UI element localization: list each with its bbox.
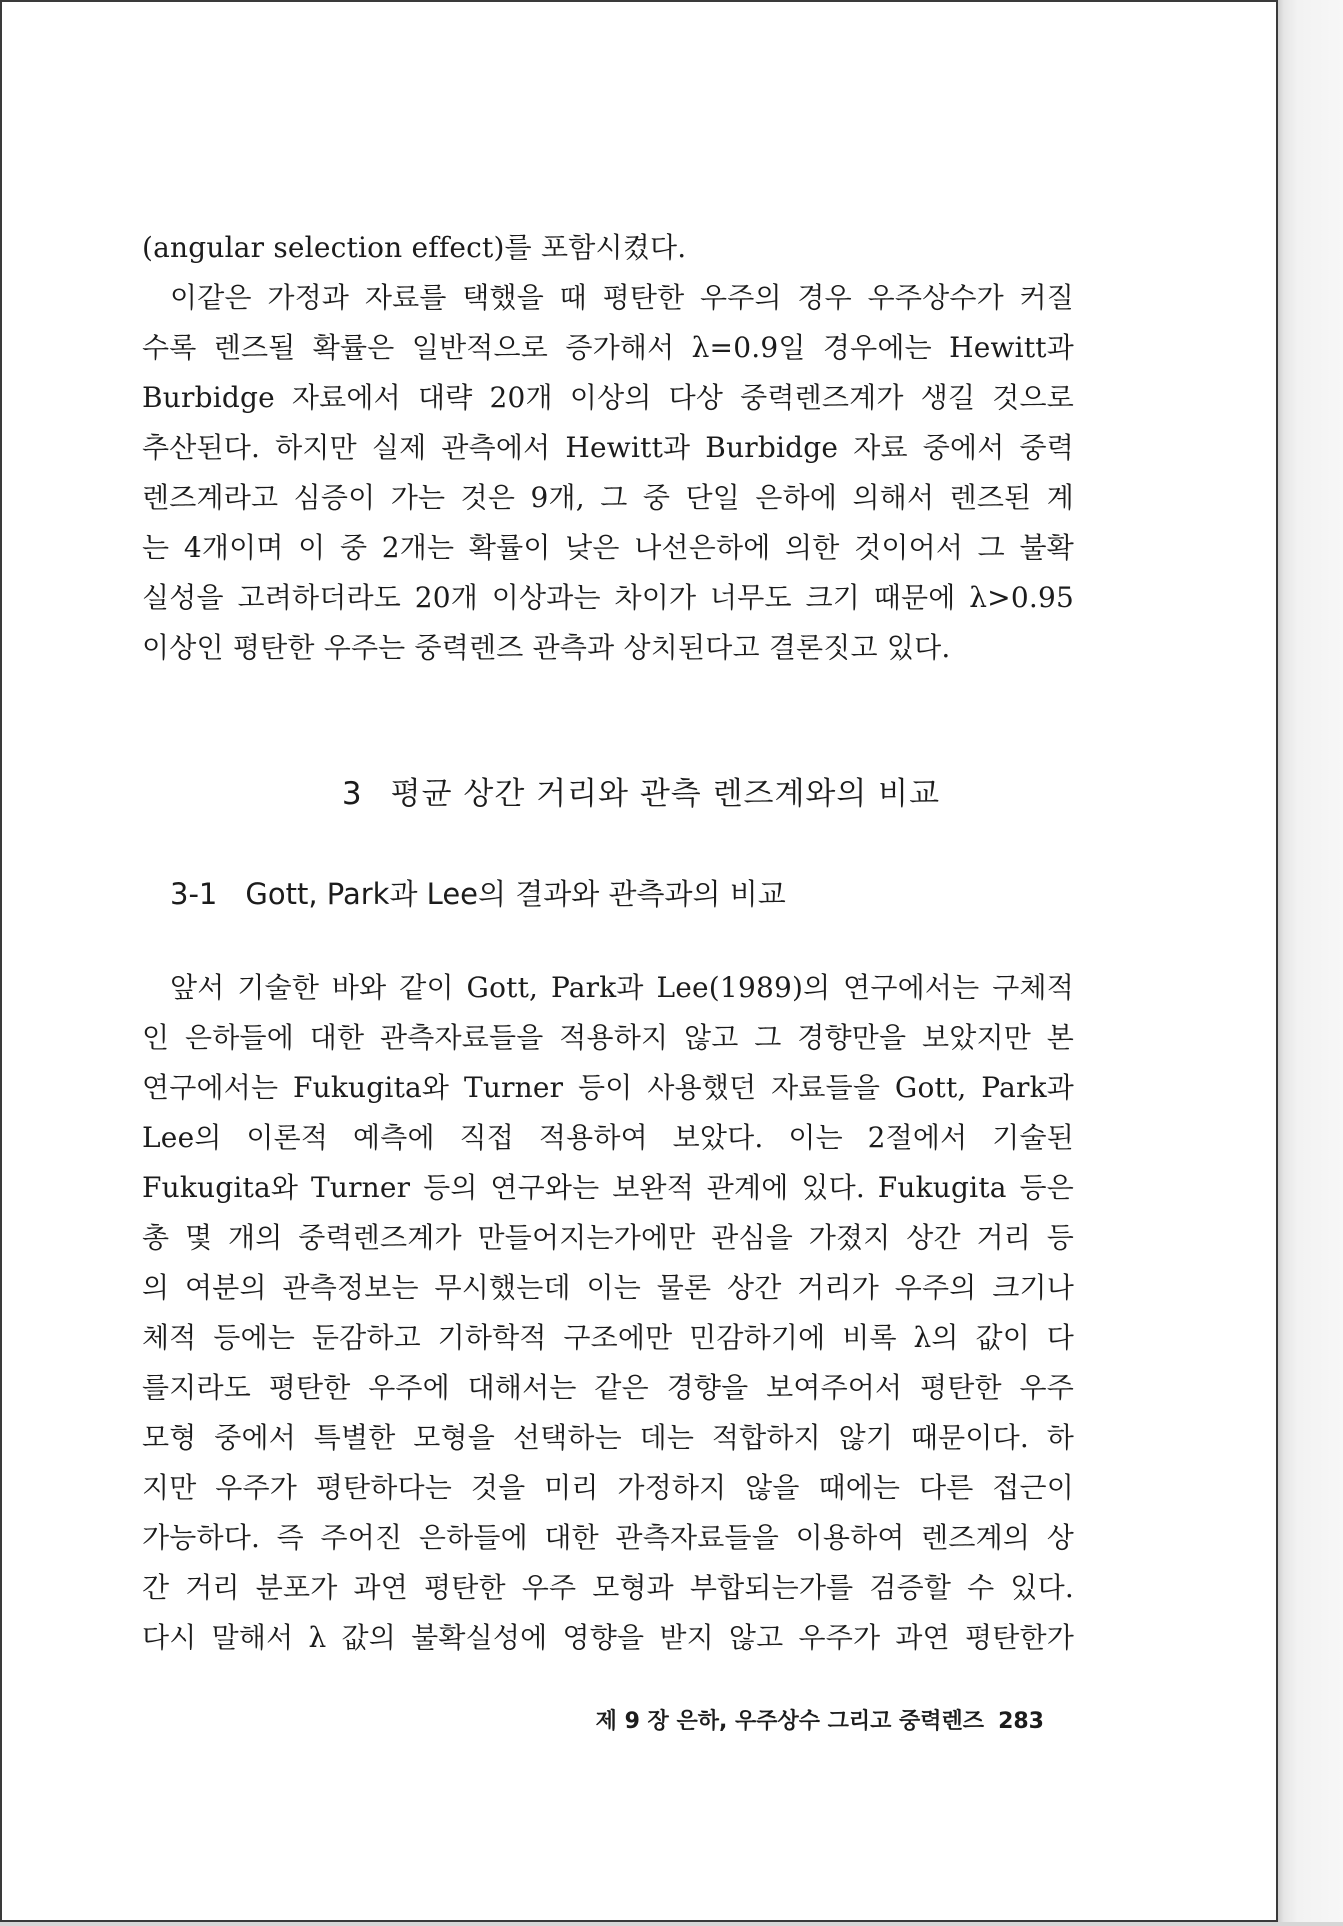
text-line: Lee의 이론적 예측에 직접 적용하여 보았다. 이는 2절에서 기술된 (142, 1121, 1074, 1154)
section-number: 3 (341, 776, 363, 812)
page-footer (596, 1704, 1044, 1735)
text-line: 의 여분의 관측정보는 무시했는데 이는 물론 상간 거리가 우주의 크기나 (142, 1271, 1074, 1304)
text-line: 실성을 고려하더라도 20개 이상과는 차이가 너무도 크기 때문에 λ>0.95 (142, 581, 1074, 614)
text-line: 연구에서는 Fukugita와 Turner 등이 사용했던 자료들을 Gott, Park과 (142, 1071, 1074, 1104)
subsection-number: 3-1 (170, 877, 218, 911)
page-shadow-bottom (0, 1922, 1343, 1926)
subsection-title-text: Gott, Park과 Lee의 결과와 관측과의 비교 (245, 877, 786, 911)
text-line: 이상인 평탄한 우주는 중력렌즈 관측과 상치된다고 결론짓고 있다. (142, 631, 951, 664)
text-line: 는 4개이며 이 중 2개는 확률이 낮은 나선은하에 의한 것이어서 그 불확 (142, 531, 1074, 564)
page-shadow (1278, 0, 1343, 1926)
text-line: Burbidge 자료에서 대략 20개 이상의 다상 중력렌즈계가 생길 것으로 (142, 381, 1074, 414)
section-title-text: 평균 상간 거리와 관측 렌즈계와의 비교 (390, 776, 941, 812)
text-line: 이같은 가정과 자료를 택했을 때 평탄한 우주의 경우 우주상수가 커질 (170, 281, 1074, 314)
text-line: 총 몇 개의 중력렌즈계가 만들어지는가에만 관심을 가졌지 상간 거리 등 (142, 1221, 1074, 1254)
text-line: 다시 말해서 λ 값의 불확실성에 영향을 받지 않고 우주가 과연 평탄한가 (142, 1621, 1074, 1654)
text-line: 간 거리 분포가 과연 평탄한 우주 모형과 부합되는가를 검증할 수 있다. (142, 1571, 1074, 1604)
text-line: Fukugita와 Turner 등의 연구와는 보완적 관계에 있다. Fukugita 등은 (142, 1171, 1074, 1204)
text-line: 추산된다. 하지만 실제 관측에서 Hewitt과 Burbidge 자료 중에서 중력 (142, 431, 1074, 464)
footer-chapter: 제 9 장 은하, 우주상수 그리고 중력렌즈 (595, 1709, 985, 1734)
text-line: 렌즈계라고 심증이 가는 것은 9개, 그 중 단일 은하에 의해서 렌즈된 계 (142, 481, 1074, 514)
subsection-heading (170, 872, 786, 913)
text-line: 모형 중에서 특별한 모형을 선택하는 데는 적합하지 않기 때문이다. 하 (142, 1421, 1074, 1454)
text-line: 지만 우주가 평탄하다는 것을 미리 가정하지 않을 때에는 다른 접근이 (142, 1471, 1074, 1504)
text-line: 앞서 기술한 바와 같이 Gott, Park과 Lee(1989)의 연구에서는 구체적 (170, 971, 1074, 1004)
text-line: 수록 렌즈될 확률은 일반적으로 증가해서 λ=0.9일 경우에는 Hewitt과 (142, 331, 1074, 364)
text-line: 가능하다. 즉 주어진 은하들에 대한 관측자료들을 이용하여 렌즈계의 상 (142, 1521, 1074, 1554)
section-heading (2, 768, 1280, 813)
text-line: 체적 등에는 둔감하고 기하학적 구조에만 민감하기에 비록 λ의 값이 다 (142, 1321, 1074, 1354)
page-number: 283 (998, 1709, 1044, 1734)
text-line: 인 은하들에 대한 관측자료들을 적용하지 않고 그 경향만을 보았지만 본 (142, 1021, 1074, 1054)
text-line: (angular selection effect)를 포함시켰다. (142, 231, 687, 264)
text-line: 를지라도 평탄한 우주에 대해서는 같은 경향을 보여주어서 평탄한 우주 (142, 1371, 1074, 1404)
